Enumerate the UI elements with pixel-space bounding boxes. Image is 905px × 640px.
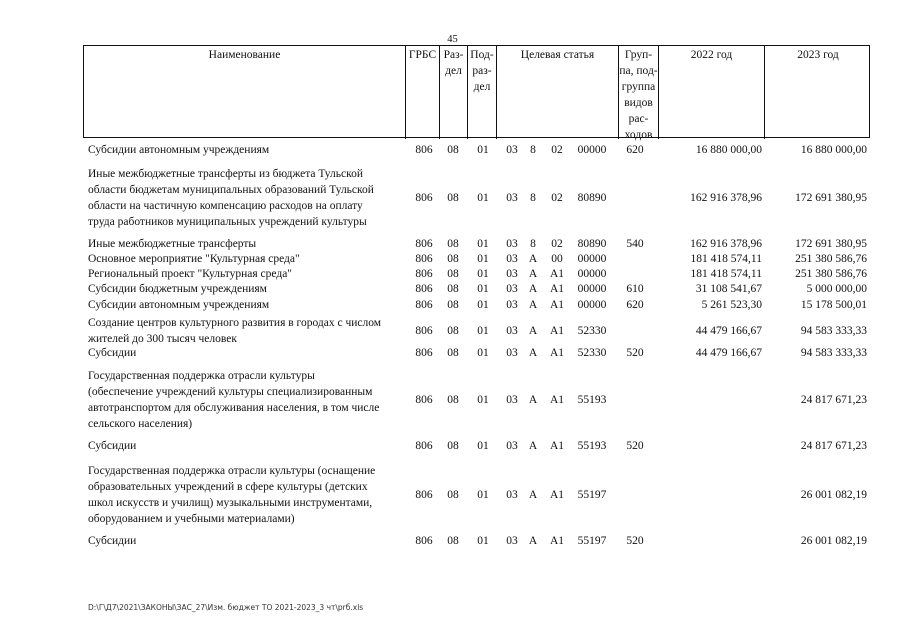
cell-t1: 03 [506, 283, 518, 295]
cell-pr: 01 [477, 268, 489, 280]
cell-rz: 08 [447, 268, 459, 280]
cell-t4: 55193 [577, 440, 607, 452]
cell-grbs: 806 [415, 299, 433, 311]
cell-t3: A1 [549, 535, 565, 547]
cell-pr: 01 [477, 440, 489, 452]
header-group-line: рас- [628, 113, 649, 125]
cell-rz: 08 [447, 489, 459, 501]
cell-v2022: 5 261 523,30 [701, 299, 762, 311]
cell-t3: A1 [549, 489, 565, 501]
cell-pr: 01 [477, 347, 489, 359]
header-grbs-label: ГРБС [408, 49, 437, 61]
cell-t3: A1 [549, 325, 565, 337]
cell-t1: 03 [506, 268, 518, 280]
cell-t2: 8 [530, 144, 536, 156]
table-row [0, 266, 905, 282]
header-2022 [659, 46, 765, 139]
row-name [88, 368, 408, 432]
table-row [0, 463, 905, 527]
cell-grbs: 806 [415, 253, 433, 265]
cell-t1: 03 [506, 253, 518, 265]
cell-t2: A [528, 325, 538, 337]
header-name-label: Наименование [208, 49, 281, 61]
cell-t2: A [528, 394, 538, 406]
header-2023-label: 2023 год [797, 49, 839, 61]
cell-grbs: 806 [415, 144, 433, 156]
row-name [88, 463, 408, 527]
cell-t2: A [528, 253, 538, 265]
cell-t3: 02 [551, 238, 563, 250]
row-name-line: школ искусств и училищ) музыкальными инструментами, [88, 497, 373, 509]
header-podrazdel-line: дел [473, 81, 491, 93]
row-name-line: Создание центров культурного развития в городах с числом [88, 317, 382, 329]
cell-grbs: 806 [415, 283, 433, 295]
cell-grbs: 806 [415, 325, 433, 337]
cell-pr: 01 [477, 253, 489, 265]
row-name-line: труда работников муниципальных учреждений культуры [88, 216, 367, 228]
row-name-line: Субсидии автономным учреждениям [88, 144, 270, 156]
cell-v2022: 181 418 574,11 [690, 268, 762, 280]
row-name [88, 345, 408, 361]
cell-pr: 01 [477, 238, 489, 250]
row-name [88, 142, 408, 158]
page-number: 45 [447, 34, 458, 45]
header-group-line: видов [624, 97, 653, 109]
cell-vr: 620 [626, 299, 644, 311]
cell-v2023: 24 817 671,23 [800, 440, 867, 452]
cell-pr: 01 [477, 283, 489, 295]
cell-rz: 08 [447, 440, 459, 452]
table-row [0, 345, 905, 361]
cell-t1: 03 [506, 489, 518, 501]
cell-vr: 520 [626, 535, 644, 547]
header-razdel-line: Раз- [443, 49, 464, 61]
header-grbs [406, 46, 440, 139]
cell-t1: 03 [506, 144, 518, 156]
header-2022-label: 2022 год [690, 49, 733, 61]
cell-v2022: 162 916 378,96 [690, 238, 762, 250]
cell-t1: 03 [506, 325, 518, 337]
cell-t4: 52330 [577, 325, 607, 337]
header-group-line: ходов [624, 129, 653, 141]
cell-rz: 08 [447, 299, 459, 311]
header-group-line: па, под- [619, 65, 658, 77]
row-name-line: сельского населения) [88, 418, 193, 430]
cell-pr: 01 [477, 394, 489, 406]
cell-grbs: 806 [415, 268, 433, 280]
row-name-line: (обеспечение учреждений культуры специализированным [88, 386, 373, 398]
cell-rz: 08 [447, 253, 459, 265]
header-group-line: группа [621, 81, 656, 93]
cell-t4: 00000 [577, 144, 607, 156]
table-row [0, 236, 905, 252]
cell-t3: A1 [549, 268, 565, 280]
cell-rz: 08 [447, 535, 459, 547]
row-name-line: области бюджетам муниципальных образований Тульской [88, 184, 374, 196]
header-target-label: Целевая статья [520, 49, 595, 61]
row-name-line: области на частичную компенсацию расходов на оплату [88, 200, 363, 212]
cell-t1: 03 [506, 394, 518, 406]
cell-v2023: 251 380 586,76 [795, 268, 867, 280]
cell-t2: A [528, 347, 538, 359]
cell-t1: 03 [506, 192, 518, 204]
row-name-line: Основное мероприятие "Культурная среда" [88, 253, 300, 265]
row-name [88, 315, 408, 347]
cell-grbs: 806 [415, 489, 433, 501]
table-row [0, 251, 905, 267]
row-name-line: Региональный проект "Культурная среда" [88, 268, 293, 280]
file-path-footer: D:\Г\Д7\2021\ЗАКОНЫ\ЗАС_27\Изм. бюджет ТО 2021-2023_3 чт\рrб.xls [88, 603, 364, 612]
cell-t4: 00000 [577, 299, 607, 311]
cell-rz: 08 [447, 192, 459, 204]
cell-grbs: 806 [415, 238, 433, 250]
row-name-line: Субсидии [88, 347, 137, 359]
cell-t2: 8 [530, 192, 536, 204]
row-name-line: Государственная поддержка отрасли культуры (оснащение [88, 465, 376, 477]
cell-t4: 00000 [577, 253, 607, 265]
cell-t4: 52330 [577, 347, 607, 359]
row-name [88, 266, 408, 282]
cell-v2022: 31 108 541,67 [695, 283, 762, 295]
cell-t1: 03 [506, 347, 518, 359]
cell-pr: 01 [477, 325, 489, 337]
row-name [88, 297, 408, 313]
cell-v2023: 16 880 000,00 [800, 144, 867, 156]
cell-v2022: 162 916 378,96 [690, 192, 762, 204]
cell-vr: 620 [626, 144, 644, 156]
cell-pr: 01 [477, 489, 489, 501]
table-header [83, 45, 870, 141]
cell-v2023: 26 001 082,19 [800, 535, 867, 547]
cell-t3: A1 [549, 299, 565, 311]
cell-pr: 01 [477, 192, 489, 204]
cell-v2023: 172 691 380,95 [795, 192, 867, 204]
cell-t3: 00 [551, 253, 563, 265]
cell-t4: 00000 [577, 268, 607, 280]
cell-pr: 01 [477, 144, 489, 156]
header-razdel [440, 46, 468, 139]
cell-rz: 08 [447, 144, 459, 156]
row-name-line: Субсидии автономным учреждениям [88, 299, 270, 311]
row-name-line: Субсидии [88, 440, 137, 452]
table-row [0, 166, 905, 230]
header-name [84, 46, 406, 139]
header-expense-group [619, 46, 659, 139]
cell-rz: 08 [447, 238, 459, 250]
row-name-line: оборудованием и учебными материалами) [88, 513, 295, 525]
header-podrazdel-line: Под- [470, 49, 494, 61]
cell-v2023: 251 380 586,76 [795, 253, 867, 265]
cell-t3: A1 [549, 347, 565, 359]
cell-v2023: 94 583 333,33 [800, 347, 867, 359]
table-row [0, 315, 905, 347]
row-name-line: Субсидии [88, 535, 137, 547]
header-podrazdel-line: раз- [472, 65, 492, 77]
row-name-line: автотранспортом для обслуживания населения, в том числе [88, 402, 380, 414]
cell-vr: 540 [626, 238, 644, 250]
cell-rz: 08 [447, 347, 459, 359]
table-row [0, 438, 905, 454]
cell-t3: A1 [549, 394, 565, 406]
cell-t4: 55197 [577, 489, 607, 501]
cell-v2022: 16 880 000,00 [695, 144, 762, 156]
cell-v2023: 94 583 333,33 [800, 325, 867, 337]
cell-t2: A [528, 489, 538, 501]
row-name [88, 236, 408, 252]
cell-v2023: 26 001 082,19 [800, 489, 867, 501]
header-podrazdel [468, 46, 497, 139]
row-name-line: Субсидии бюджетным учреждениям [88, 283, 267, 295]
cell-t3: 02 [551, 144, 563, 156]
cell-grbs: 806 [415, 394, 433, 406]
row-name-line: жителей до 300 тысяч человек [88, 333, 237, 345]
cell-pr: 01 [477, 299, 489, 311]
cell-rz: 08 [447, 283, 459, 295]
cell-v2023: 24 817 671,23 [800, 394, 867, 406]
header-2023 [765, 46, 871, 139]
cell-vr: 520 [626, 347, 644, 359]
cell-t2: A [528, 535, 538, 547]
cell-t2: A [528, 299, 538, 311]
cell-v2022: 44 479 166,67 [695, 347, 762, 359]
cell-t4: 55193 [577, 394, 607, 406]
row-name-line: Государственная поддержка отрасли культуры [88, 370, 315, 382]
header-razdel-line: дел [445, 65, 462, 77]
cell-t3: 02 [551, 192, 563, 204]
cell-vr: 520 [626, 440, 644, 452]
row-name-line: образовательных учреждений в сфере культуры (детских [88, 481, 368, 493]
cell-t2: 8 [530, 238, 536, 250]
row-name [88, 438, 408, 454]
header-target-article [497, 46, 619, 139]
cell-t1: 03 [506, 238, 518, 250]
cell-rz: 08 [447, 325, 459, 337]
row-name [88, 251, 408, 267]
cell-grbs: 806 [415, 440, 433, 452]
row-name-line: Иные межбюджетные трансферты [88, 238, 257, 250]
cell-v2023: 5 000 000,00 [806, 283, 867, 295]
cell-t3: A1 [549, 440, 565, 452]
cell-grbs: 806 [415, 192, 433, 204]
row-name [88, 533, 408, 549]
cell-v2022: 44 479 166,67 [695, 325, 762, 337]
row-name [88, 281, 408, 297]
cell-vr: 610 [626, 283, 644, 295]
cell-t2: A [528, 440, 538, 452]
table-row [0, 368, 905, 432]
cell-t1: 03 [506, 299, 518, 311]
row-name-line: Иные межбюджетные трансферты из бюджета Тульской [88, 168, 364, 180]
cell-t2: A [528, 283, 538, 295]
cell-v2023: 172 691 380,95 [795, 238, 867, 250]
cell-rz: 08 [447, 394, 459, 406]
cell-v2022: 181 418 574,11 [690, 253, 762, 265]
table-row [0, 281, 905, 297]
cell-t4: 80890 [577, 238, 607, 250]
cell-v2023: 15 178 500,01 [800, 299, 867, 311]
cell-grbs: 806 [415, 347, 433, 359]
cell-t4: 55197 [577, 535, 607, 547]
cell-pr: 01 [477, 535, 489, 547]
header-group-line: Груп- [624, 49, 653, 61]
cell-grbs: 806 [415, 535, 433, 547]
cell-t1: 03 [506, 440, 518, 452]
cell-t1: 03 [506, 535, 518, 547]
table-row [0, 297, 905, 313]
cell-t3: A1 [549, 283, 565, 295]
row-name [88, 166, 408, 230]
table-row [0, 533, 905, 549]
cell-t2: A [528, 268, 538, 280]
table-row [0, 142, 905, 158]
cell-t4: 80890 [577, 192, 607, 204]
cell-t4: 00000 [577, 283, 607, 295]
